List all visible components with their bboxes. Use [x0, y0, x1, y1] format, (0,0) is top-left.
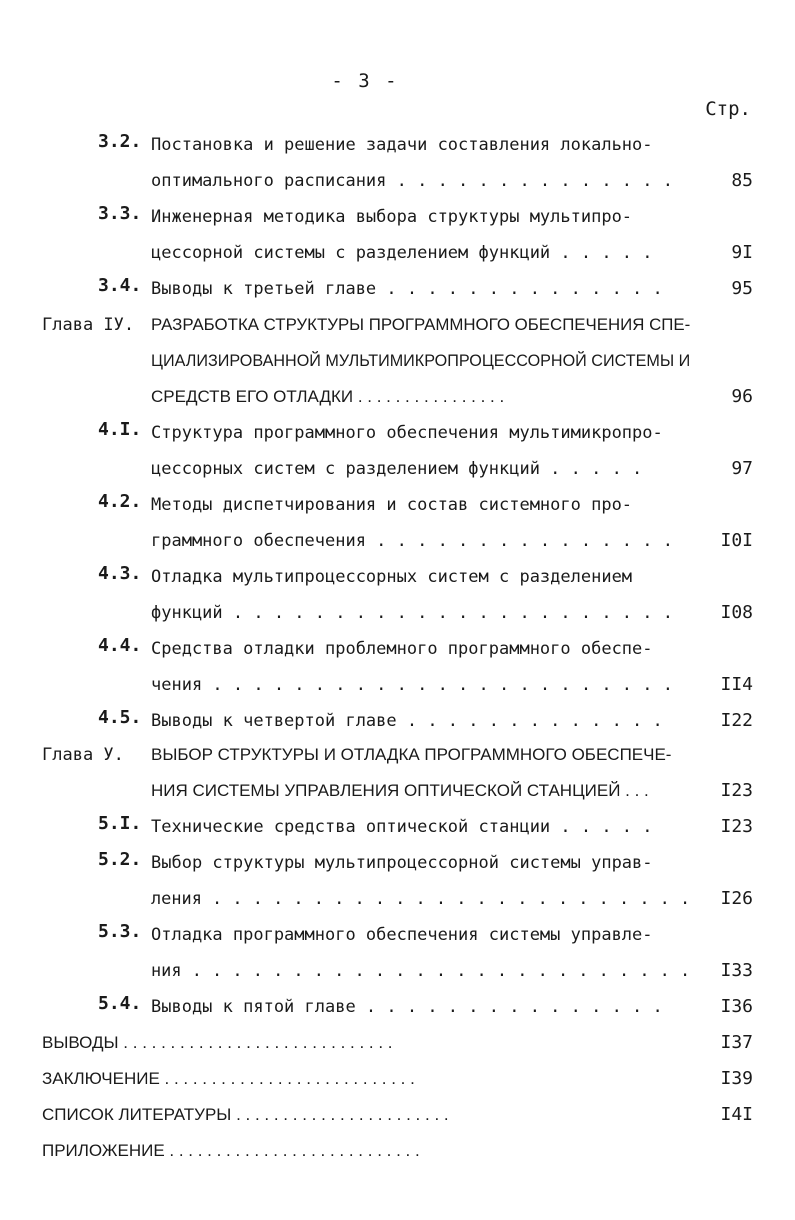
entry-number: 5.3. [98, 921, 142, 942]
entry-line: Методы диспетчирования и состав системного про- [151, 495, 633, 515]
entry-line: СРЕДСТВ ЕГО ОТЛАДКИ . . . . . . . . . . . . . . . . [151, 387, 505, 406]
entry-line: ПРИЛОЖЕНИЕ . . . . . . . . . . . . . . . . . . . . . . . . . . . [42, 1141, 420, 1160]
entry-line: цессорной системы с разделением функций . . . . . [151, 243, 653, 263]
entry-page: 97 [731, 458, 753, 479]
page-number: - 3 - [331, 70, 399, 92]
entry-page: I33 [720, 960, 753, 981]
entry-line: Выводы к пятой главе . . . . . . . . . . . . . . . [151, 997, 663, 1017]
entry-line: ЗАКЛЮЧЕНИЕ . . . . . . . . . . . . . . . . . . . . . . . . . . . [42, 1069, 415, 1088]
chapter-label: Глава IУ. [42, 315, 135, 335]
entry-line: ВЫВОДЫ . . . . . . . . . . . . . . . . . . . . . . . . . . . . . [42, 1033, 393, 1052]
page-column-header: Стр. [705, 98, 751, 120]
entry-page: 96 [731, 386, 753, 407]
entry-page: 95 [731, 278, 753, 299]
entry-page: I39 [720, 1068, 753, 1089]
entry-line: цессорных систем с разделением функций . . . . . [151, 459, 643, 479]
entry-number: 4.5. [98, 707, 142, 728]
entry-line: НИЯ СИСТЕМЫ УПРАВЛЕНИЯ ОПТИЧЕСКОЙ СТАНЦИЕЙ . . . [151, 781, 649, 800]
entry-line: Постановка и решение задачи составления локально- [151, 135, 653, 155]
entry-number: 5.I. [98, 813, 142, 834]
chapter-label: Глава У. [42, 745, 124, 765]
entry-page: 9I [731, 242, 753, 263]
entry-number: 5.4. [98, 993, 142, 1014]
entry-page: I23 [720, 780, 753, 801]
entry-number: 4.4. [98, 635, 142, 656]
entry-line: ВЫБОР СТРУКТУРЫ И ОТЛАДКА ПРОГРАММНОГО ОБЕСПЕЧЕ- [151, 745, 672, 764]
entry-page: I26 [720, 888, 753, 909]
entry-line: Выводы к третьей главе . . . . . . . . . . . . . . [151, 279, 663, 299]
entry-number: 4.I. [98, 419, 142, 440]
entry-page: II4 [720, 674, 753, 695]
entry-line: РАЗРАБОТКА СТРУКТУРЫ ПРОГРАММНОГО ОБЕСПЕЧЕНИЯ СПЕ- [151, 315, 691, 334]
entry-page: I36 [720, 996, 753, 1017]
entry-line: ЦИАЛИЗИРОВАННОЙ МУЛЬТИМИКРОПРОЦЕССОРНОЙ СИСТЕМЫ И [151, 351, 691, 370]
entry-line: Выводы к четвертой главе . . . . . . . . . . . . . [151, 711, 663, 731]
entry-number: 3.4. [98, 275, 142, 296]
entry-number: 4.2. [98, 491, 142, 512]
entry-line: Отладка программного обеспечения системы управле- [151, 925, 653, 945]
entry-number: 4.3. [98, 563, 142, 584]
entry-number: 3.2. [98, 131, 142, 152]
entry-line: ния . . . . . . . . . . . . . . . . . . . . . . . . . [151, 961, 691, 981]
entry-line: Выбор структуры мультипроцессорной системы управ- [151, 853, 653, 873]
entry-page: I08 [720, 602, 753, 623]
entry-line: оптимального расписания . . . . . . . . . . . . . . [151, 171, 673, 191]
entry-page: I0I [720, 530, 753, 551]
entry-line: граммного обеспечения . . . . . . . . . . . . . . . [151, 531, 673, 551]
entry-line: Технические средства оптической станции . . . . . [151, 817, 653, 837]
entry-line: СПИСОК ЛИТЕРАТУРЫ . . . . . . . . . . . . . . . . . . . . . . . [42, 1105, 449, 1124]
entry-page: I23 [720, 816, 753, 837]
entry-line: чения . . . . . . . . . . . . . . . . . . . . . . . [151, 675, 673, 695]
entry-line: Средства отладки проблемного программного обеспе- [151, 639, 653, 659]
entry-line: функций . . . . . . . . . . . . . . . . . . . . . . [151, 603, 673, 623]
entry-line: Структура программного обеспечения мультимикропро- [151, 423, 663, 443]
entry-page: I37 [720, 1032, 753, 1053]
entry-line: Отладка мультипроцессорных систем с разделением [151, 567, 633, 587]
entry-page: 85 [731, 170, 753, 191]
entry-page: I22 [720, 710, 753, 731]
entry-number: 5.2. [98, 849, 142, 870]
entry-line: Инженерная методика выбора структуры мультипро- [151, 207, 633, 227]
entry-number: 3.3. [98, 203, 142, 224]
entry-line: ления . . . . . . . . . . . . . . . . . . . . . . . . [151, 889, 691, 909]
entry-page: I4I [720, 1104, 753, 1125]
